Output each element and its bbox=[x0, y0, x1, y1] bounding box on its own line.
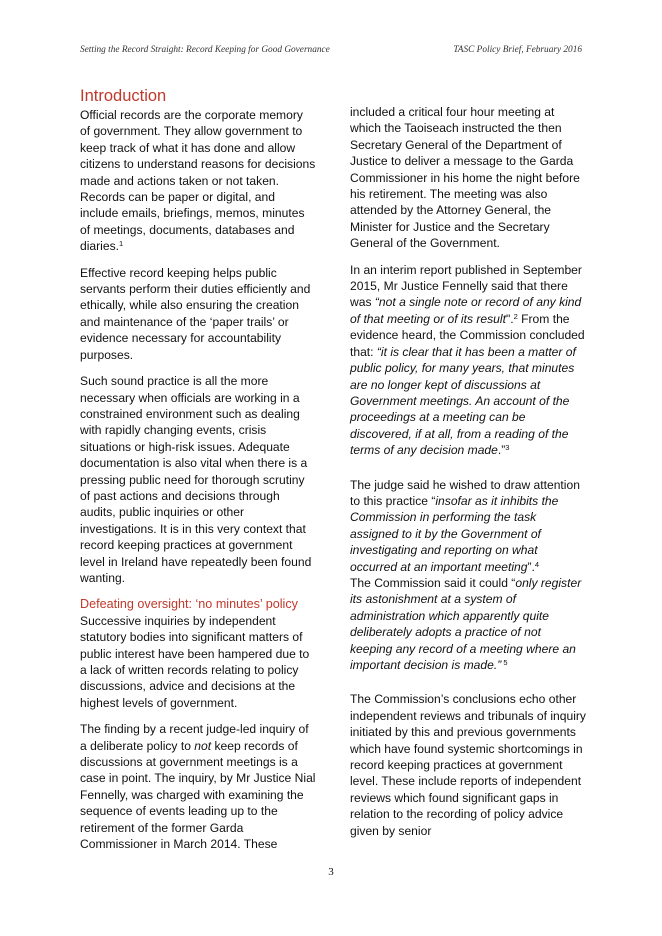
paragraph: The judge said he wished to draw attention to this practice “insofar as it inhibits the Commission in performing the task assigned to it by the Government of investigating and reporting on what occurred at an important meeting”.$^4$ The Commission said it could “only register its astonishment at a system of administration which apparently quite deliberately adopts a practice of not keeping any record of a meeting where an important decision is made.” $^5$ bbox=[350, 477, 582, 672]
paragraph: Official records are the corporate memory of government. They allow government to keep track of what it has done and allow citizens to understand reasons for decisions made and actions taken or not taken. Records can be paper or digital, and include emails, briefings, memos, minutes of meetings, documents, databases and diaries.$^1$ bbox=[80, 108, 316, 254]
footnote-ref: 3 bbox=[505, 443, 510, 453]
paragraph: Successive inquiries by independent statutory bodies into significant matters of public interest have been hampered due to a lack of written records relating to policy discussions, advice and decisions at the highest levels of government. bbox=[80, 613, 310, 710]
header-title: Setting the Record Straight: Record Keeping for Good Governance bbox=[80, 45, 330, 55]
footnote-ref: 1 bbox=[119, 239, 124, 249]
paragraph: Such sound practice is all the more necessary when officials are working in a constrained environment such as dealing with rapidly changing events, crisis situations or high-risk issues. Adequate documentation is also vital when there is a pressing public need for thorough scrutiny of past actions and decisions through audits, public inquiries or other investigations. It is in this very context that record keeping practices at government level in Ireland have repeatedly been found wanting. bbox=[80, 374, 312, 585]
paragraph: The Commission’s conclusions echo other independent reviews and tribunals of inquiry initiated by this and previous governments which have found systemic shortcomings in record keeping practices at government level. These include reports of independent reviews which found significant gaps in relation to the recording of policy advice given by senior bbox=[350, 692, 586, 838]
header-publication: TASC Policy Brief, February 2016 bbox=[453, 45, 582, 55]
right-column bbox=[350, 104, 586, 849]
paragraph: The finding by a recent judge-led inquiry of a deliberate policy to not keep records of discussions at government meetings is a case in point. The inquiry, by Mr Justice Nial Fennelly, was charged with examining the sequence of events leading up to the retirement of the former Garda Commissioner in March 2014. These bbox=[80, 722, 316, 852]
running-header bbox=[80, 45, 582, 59]
footnote-ref: 2 bbox=[513, 311, 518, 321]
subsection-heading: Defeating oversight: ‘no minutes’ policy bbox=[80, 597, 298, 612]
footnote-ref: 4 bbox=[534, 559, 540, 569]
paragraph: In an interim report published in September 2015, Mr Justice Fennelly said that there was “not a single note or record of any kind of that meeting or of its result".$^2$ From the evidence heard, the Commission concluded that: “it is clear that it has been a matter of public policy, for many years, that minutes are no longer kept of discussions at Government meetings. An account of the proceedings at a meeting can be discovered, if at all, from a reading of the terms of any decision made.”$^3$ bbox=[350, 262, 585, 458]
paragraph: Effective record keeping helps public servants perform their duties efficiently and ethically, while also ensuring the creation and maintenance of the ‘paper trails’ or evidence necessary for accountability purposes. bbox=[80, 265, 311, 362]
left-column bbox=[80, 86, 316, 862]
page-number: 3 bbox=[328, 866, 334, 878]
paragraph: included a critical four hour meeting at which the Taoiseach instructed the then Secretary General of the Department of Justice to deliver a message to the Garda Commissioner in his home the night before his retirement. The meeting was also attended by the Attorney General, the Minister for Justice and the Secretary General of the Government. bbox=[350, 105, 580, 251]
section-heading-introduction: Introduction bbox=[80, 87, 167, 105]
footnote-ref: 5 bbox=[501, 658, 508, 667]
